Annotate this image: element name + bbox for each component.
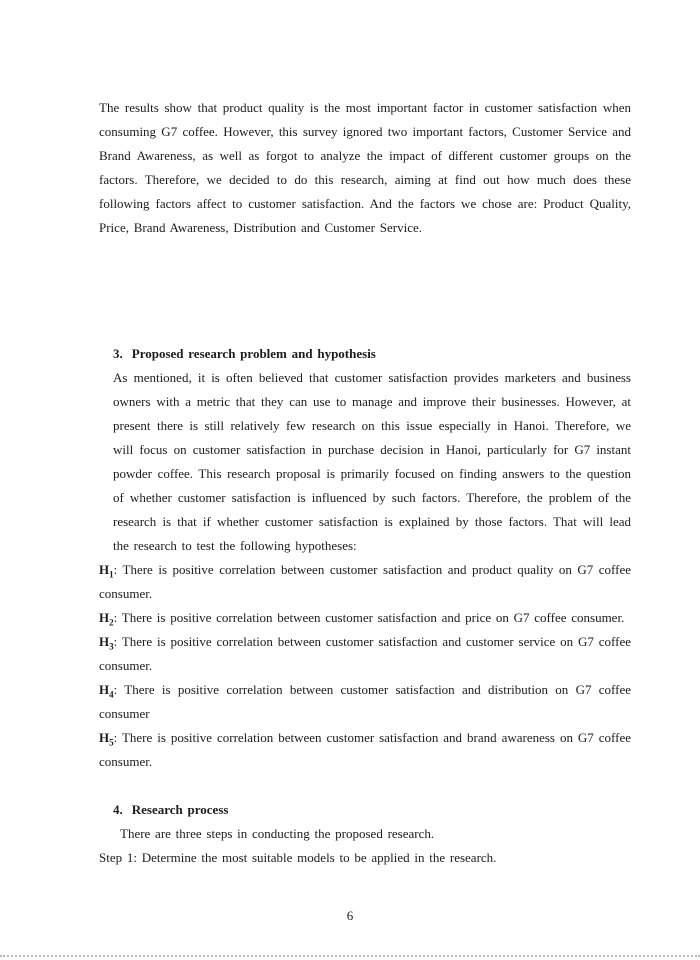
section-4-step-1: Step 1: Determine the most suitable models to be applied in the research. (99, 850, 497, 865)
hypothesis-2-text: : There is positive correlation between customer satisfaction and price on G7 coffee consumer. (113, 610, 625, 625)
page-bottom-dotted-edge (0, 955, 700, 957)
section-4-body: There are three steps in conducting the proposed research. (120, 826, 435, 841)
section-3-title: Proposed research problem and hypothesis (131, 346, 376, 361)
hypothesis-2-label: $H_2$ (99, 610, 114, 628)
hypothesis-1-text: : There is positive correlation between customer satisfaction and product quality on G7 coffee consumer. (99, 562, 631, 601)
section-4-number: 4. (113, 802, 123, 817)
section-3-number: 3. (113, 346, 123, 361)
intro-paragraph: The results show that product quality is the most important factor in customer satisfaction when consuming G7 coffee. However, this survey ignored two important factors, Customer Service and Brand Awareness, as well as forgot to analyze the impact of different customer groups on the factors. Therefore, we decided to do this research, aiming at find out how much does these following factors affect to customer satisfaction. And the factors we chose are: Product Quality, Price, Brand Awareness, Distribution and Customer Service. (99, 100, 631, 235)
hypothesis-4-text: : There is positive correlation between customer satisfaction and distribution on G7 coffee consumer (99, 682, 631, 721)
section-4-heading (113, 798, 631, 822)
page-number: 6 (346, 908, 354, 923)
hypothesis-1 (99, 558, 631, 606)
hypothesis-5-label: $H_5$ (99, 730, 114, 748)
section-4-title: Research process (131, 802, 229, 817)
hypothesis-5 (99, 726, 631, 774)
hypothesis-2 (99, 606, 631, 630)
section-3-body: As mentioned, it is often believed that customer satisfaction provides marketers and business owners with a metric that they can use to manage and improve their businesses. However, at present there is still relatively few research on this issue especially in Hanoi. Therefore, we will focus on customer satisfaction in purchase decision in Hanoi, particularly for G7 instant powder coffee. This research proposal is primarily focused on finding answers to the question of whether customer satisfaction is influenced by such factors. Therefore, the problem of the research is that if whether customer satisfaction is explained by those factors. That will lead the research to test the following hypotheses: (113, 370, 631, 553)
hypothesis-3-label: $H_3$ (99, 634, 114, 652)
hypothesis-4-label: $H_4$ (99, 682, 114, 700)
hypothesis-1-label: $H_1$ (99, 562, 114, 580)
section-3-heading (113, 342, 631, 366)
hypothesis-3 (99, 630, 631, 678)
hypothesis-3-text: : There is positive correlation between customer satisfaction and customer service on G7 coffee consumer. (99, 634, 631, 673)
hypothesis-5-text: : There is positive correlation between customer satisfaction and brand awareness on G7 coffee consumer. (99, 730, 631, 769)
hypothesis-4 (99, 678, 631, 726)
